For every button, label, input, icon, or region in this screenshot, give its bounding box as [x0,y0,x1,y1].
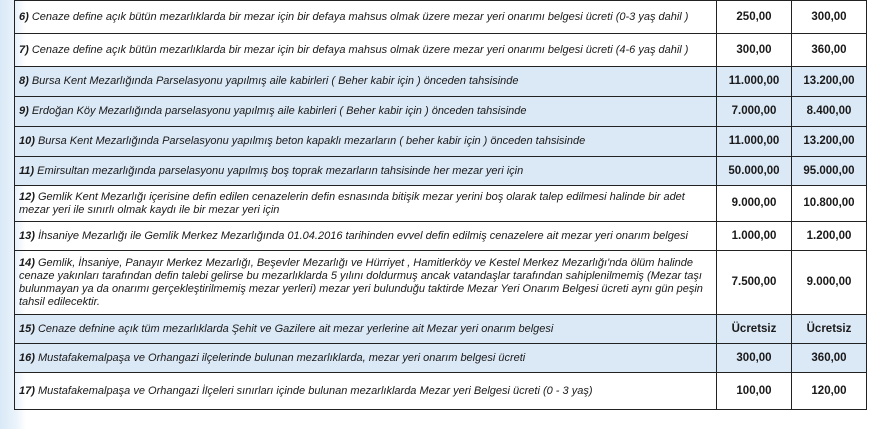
table-row [15,127,867,157]
item-number: 15) [19,322,35,335]
price-second: 13.200,00 [792,67,867,97]
price-first: 1.000,00 [717,222,792,251]
fee-description [15,1,717,34]
fee-description [15,222,717,251]
price-second: 9.000,00 [792,251,867,315]
fee-description [15,251,717,315]
item-text: Bursa Kent Mezarlığında Parselasyonu yapılmış aile kabirleri ( Beher kabir için ) önceden tahsisinde [31,75,519,87]
table-row [15,34,867,67]
price-second: 13.200,00 [792,127,867,157]
price-second: 1.200,00 [792,222,867,251]
table-row [15,315,867,344]
item-number: 11) [19,164,35,177]
item-number: 16) [19,351,35,364]
item-text: Mustafakemalpaşa ve Orhangazi ilçelerinde bulunan mezarlıklarda, mezar yeri onarım belgesi ücreti [37,351,526,364]
price-first: 7.000,00 [717,97,792,127]
table-row [15,97,867,127]
item-text: Cenaze define açık bütün mezarlıklarda bir mezar için bir defaya mahsus olmak üzere mezar yeri onarımı belgesi ücreti (4-6 yaş dahil ) [31,43,689,56]
price-second: 120,00 [792,373,867,410]
item-text: Gemlik, İhsaniye, Panayır Merkez Mezarlığı, Beşevler Mezarlığı ve Hürriyet , Hamitlerköy ve Kestel Merkez Mezarlığı'nda ölüm halinde cenaze yakınları tarafından defin talebi gelirse bu mezarlıklarda 5 yılını doldurmuş ancak vatandaşlar tarafından sahiplenilmemiş (Mezar taşı bulunmayan ya da onarımı gerçekleştirilmemiş mezar yerleri) mezar yeri bulunduğu taktirde Mezar Yeri Onarım Belgesi ücreti aynı gün peşin tahsil edilecektir. [19,256,703,308]
price-first: 300,00 [717,344,792,373]
item-text: Mustafakemalpaşa ve Orhangazi İlçeleri sınırları içinde bulunan mezarlıklarda Mezar yeri Belgesi ücreti (0 - 3 yaş) [37,384,593,397]
fee-description [15,186,717,222]
item-text: Erdoğan Köy Mezarlığında parselasyonu yapılmış aile kabirleri ( Beher kabir için ) önceden tahsisinde [31,105,527,117]
price-first: 11.000,00 [717,67,792,97]
price-second: 360,00 [792,34,867,67]
item-number: 8) [19,75,29,87]
item-number: 6) [19,10,29,23]
fee-description [15,315,717,344]
fee-description [15,34,717,67]
item-number: 14) [19,256,35,269]
item-text: Gemlik Kent Mezarlığı içerisine defin edilen cenazelerin defin esnasında bitişik mezar yerini boş olarak talep edilmesi halinde bir adet mezar yeri ile sınırlı olmak kaydı ile bir mezar yeri için [19,190,685,216]
item-number: 9) [19,105,29,117]
fee-description [15,97,717,127]
table-row [15,344,867,373]
price-second: 10.800,00 [792,186,867,222]
item-number: 10) [19,135,35,147]
item-number: 7) [19,43,29,56]
price-first: Ücretsiz [717,315,792,344]
item-text: Bursa Kent Mezarlığında Parselasyonu yapılmış beton kapaklı mezarların ( beher kabir için ) önceden tahsisinde [37,135,586,147]
table-row [15,251,867,315]
item-text: İhsaniye Mezarlığı ile Gemlik Merkez Mezarlığında 01.04.2016 tarihinden evvel defin edilmiş cenazelere ait mezar yeri onarım belgesi [37,229,688,242]
table-row [15,186,867,222]
price-second: 8.400,00 [792,97,867,127]
item-number: 12) [19,190,35,203]
price-first: 100,00 [717,373,792,410]
table-row [15,67,867,97]
fee-description [15,157,717,186]
price-first: 50.000,00 [717,157,792,186]
price-first: 7.500,00 [717,251,792,315]
table-row [15,157,867,186]
fee-description [15,344,717,373]
price-first: 250,00 [717,1,792,34]
price-first: 9.000,00 [717,186,792,222]
table-row [15,222,867,251]
price-first: 11.000,00 [717,127,792,157]
fee-description [15,373,717,410]
item-number: 17) [19,384,35,397]
price-first: 300,00 [717,34,792,67]
item-number: 13) [19,229,35,242]
cemetery-fee-table [14,0,867,410]
fee-description [15,67,717,97]
price-second: Ücretsiz [792,315,867,344]
item-text: Cenaze define açık bütün mezarlıklarda bir mezar için bir defaya mahsus olmak üzere mezar yeri onarımı belgesi ücreti (0-3 yaş dahil ) [31,10,689,23]
item-text: Cenaze defnine açık tüm mezarlıklarda Şehit ve Gazilere ait mezar yerlerine ait Mezar yeri onarım belgesi [37,322,554,335]
table-row [15,373,867,410]
table-row [15,1,867,34]
fee-description [15,127,717,157]
price-second: 95.000,00 [792,157,867,186]
item-text: Emirsultan mezarlığında parselasyonu yapılmış boş toprak mezarların tahsisinde her mezar yeri için [37,164,524,177]
price-second: 360,00 [792,344,867,373]
price-second: 300,00 [792,1,867,34]
